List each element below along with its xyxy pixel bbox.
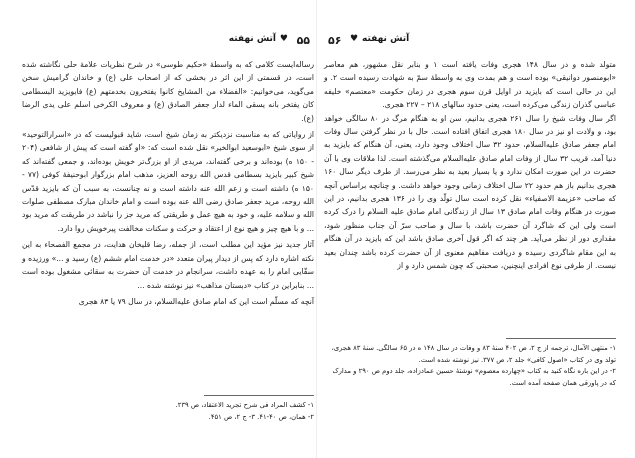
left-page [18, 0, 318, 458]
page-body [22, 58, 314, 308]
heart-icon: ♥ [350, 34, 359, 44]
heart-icon: ♥ [279, 34, 288, 44]
footnotes [22, 400, 314, 423]
right-page [320, 0, 620, 458]
page-number: ۵۶ [328, 34, 342, 47]
footnote: ۲- همان، ص ۴۰-۴۱. ۳- ج ۲، ص ۴۵۱. [208, 412, 314, 421]
running-title: آتش نهفته [228, 34, 276, 44]
paragraph: از روایاتی که به مناسبت نزدیکتر به زمان شیخ است، شاید قبولیست که در «اسرارالتوحید» از سوی شیخ «ابوسعید ابوالخیر» نقل شده است که: «او گفته است که پیش از شافعی (۲۰۴ - ۱۵۰ ه) بوده‌اند و برخی گفته‌اند، مریدی از او بزرگ‌تر خویش بوده‌اند، و جمعی گفته‌اند که شیخ کبیر بایزید بسطامی قدس الله روحه العزیز، مذهب امام بزرگوار ابوحنیفهٔ کوفی (۷۷ - ۱۵۰ ه) داشته است و زعم الله عنه داشته است و نه چنانست، به سبب آن که بایزید قدّس الله روحه، مرید جعفر صادق رضی الله عنه بوده است و امام خاندان مبارک مصطفی صلوات الله و سلامه علیه، و خود به هیچ عمل و طریقتی که مرید جز را نباشد در طریقت که مرید بود ... و با هیچ چیز و هیچ نوع از اعتقاد و حرکت و سکنات مخالفت پیرخویش روا دارد. [22, 130, 314, 233]
running-title: آتش نهفته [362, 34, 410, 44]
gutter [316, 0, 317, 458]
page-header [320, 34, 620, 48]
footnote-rule [506, 338, 616, 339]
paragraph: متولد شده و در سال ۱۴۸ هجری وفات یافته است ۱ و بنابر نقل مشهور، هم معاصر «ابومنصور دوانیقی» بوده است و هم بمدت وی به واسطهٔ سمّ به شهادت رسیده است ۲. و این در حالی است که بایزید در اوایل قرن سوم هجری در زمان حکومت «معتصم» خلیفه عباسی گذران زندگی می‌کرده است، یعنی حدود سالهای ۲۱۸ – ۲۲۷ هجری. [324, 60, 616, 110]
footnotes [324, 343, 616, 389]
footnote: ۲- در این باره نگاه کنید به کتاب «چهارده معصوم» نوشتهٔ حسین عمادزاده، جلد دوم ص ۲۹۰ و مدارک که در پاورقی همان صفحه آمده است. [332, 367, 616, 387]
paragraph: رساله‌ایست کلامی که به واسطهٔ «حکیم طوسی» در شرح نظریات علامهٔ حلی نگاشته شده است، در قسمتی از این اثر در بخشی که از اصحاب علی (ع) و خاندان گرامیش سخن می‌گوید، می‌خوانیم: «الفضلاء من المشایخ کانوا یفتخرون بخدمتهم (ع) فابویزید البسطامی کان یفتخر بانه یسقی الماء لدار جعفر الصادق (ع) و معروف الکرخی اسلم علی یدی الرضا (ع). [22, 60, 314, 123]
paragraph: آثار جدید نیز مؤید این مطلب است، از جمله، رضا قلیخان هدایت، در مجمع الفصحاء به این نکته اشاره دارد که پس از دیدار پیران متعدد «در خدمت امام ششم (ع) رسید و ...» ورزیده و سقّایی امام را به عهده داشت، سرانجام در خدمت آن حضرت به سقائی مشغول بوده است ... بنابراین در کتاب «دبستان مذاهب» نیز نوشته شده ... [22, 240, 314, 290]
page-number: ۵۵ [296, 34, 310, 47]
footnote: ۱- کشف المراد فی شرح تجرید الاعتقاد، ص ۲۳۹. [175, 401, 314, 409]
paragraph: اگر سال وفات شیخ را سال ۲۶۱ هجری بدانیم، سن او به هنگام مرگ در ۸۰ سالگی خواهد بود، و ولادت او نیز در سال ۱۸۰ هجری اتفاق افتاده است. حال با در نظر گرفتن سال وفات امام جعفر صادق علیه‌السلام، حدود ۳۲ سال اختلاف وجود دارد، یعنی، آن هنگام که بایزید به دنیا آمد، قریب ۳۲ سال از وفات امام صادق علیه‌السلام می‌گذشته است. لذا ملاقات وی با آن حضرت در این صورت امکان ندارد و یا بسیار بعید به نظر می‌رسد. از طرف دیگر سال ۱۶۰ هجری بدانیم باز هم حدود ۲۲ سال اختلاف زمانی وجود خواهد داشت. و چنانچه براساس آنچه که صاحب «عزیمة الاصفیاء» نقل کرده است سال تولّد وی را در ۱۳۶ هجری بدانیم، در این صورت در هنگام وفات امام صادق ۱۳ سال از زندگانی امام صادق علیه السلام را درک کرده است ولی این که شاگرد آن حضرت باشد، با سال و صاحب سرّ آن جناب منظور شود، مقداری دور از نظر می‌آید. هر چند که اگر قول آخری صادق باشد این که بایزید در آن هنگام به این مقام شاگردی رسیده و دریافت مفاهیم معنوی از آن حضرت کرده باشد چندان بعید نیست. از طرفی نوع افرادی اینچنین، صحبتی که چون شمس دارد و از [324, 113, 617, 271]
footnote: ۱- منتهی الآمال، ترجمه از ج ۲، ص ۴۰۲ سنهٔ ۸۳ و وفات در سال ۱۴۸ ه در ۶۵ سالگی. سنهٔ ۸۳ هجری، تولد وی در کتاب «اصول کافی» جلد ۲، ص ۳۷۷. نیز نوشته شده است. [331, 344, 616, 364]
page-header [18, 34, 318, 48]
footnote-rule [204, 395, 314, 396]
page-body [324, 58, 616, 273]
paragraph: آنچه که مسلّم است این که امام صادق علیه‌السلام، در سال ۷۹ یا ۸۳ هجری [78, 296, 314, 306]
